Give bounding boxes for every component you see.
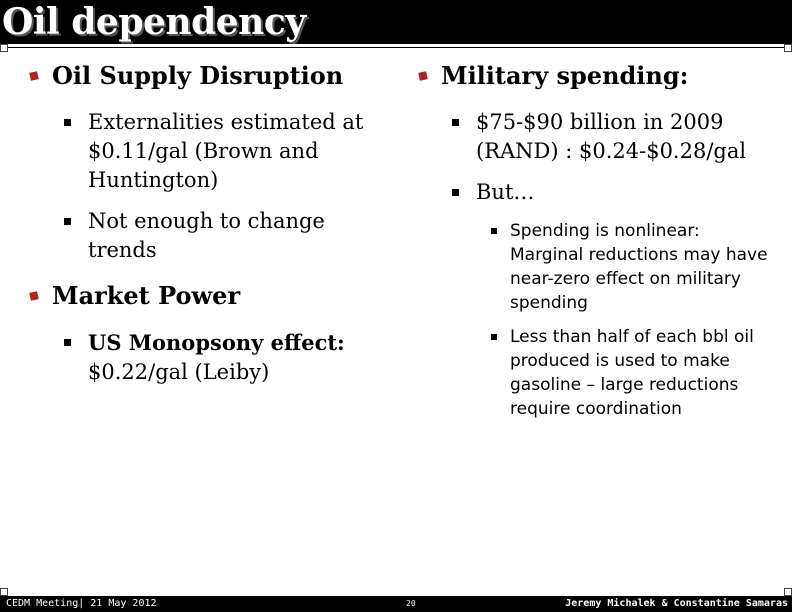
sub-bullet-marker-icon — [452, 189, 459, 196]
sub-sub-bullet-marker-icon — [491, 228, 497, 234]
sub-bullet-externalities — [88, 108, 378, 195]
sub-sub-bullet-text: Less than half of each bbl oil produced is used to make gasoline – large reductions require coordination — [510, 327, 754, 419]
sub-bullet-marker-icon — [64, 119, 71, 126]
sub-bullet-text: But… — [476, 180, 535, 204]
bullet-military-spending — [441, 61, 689, 91]
bullet-marker-icon — [29, 291, 38, 300]
sub-bullet-not-enough — [88, 207, 378, 265]
sub-bullet-rand-estimate — [476, 108, 776, 166]
bullet-market-power — [52, 281, 240, 311]
sub-bullet-text: Not enough to change trends — [88, 209, 325, 262]
footer-bar — [0, 596, 792, 612]
footer-meeting-date: CEDM Meeting| 21 May 2012 — [6, 598, 157, 609]
sub-bullet-monopsony — [88, 328, 388, 387]
bullet-heading: Military spending: — [441, 61, 689, 90]
sub-bullet-bold-text: US Monopsony effect: — [88, 330, 345, 355]
bullet-marker-icon — [418, 71, 427, 80]
sub-sub-bullet-gasoline — [510, 325, 772, 421]
sub-sub-bullet-marker-icon — [491, 334, 497, 340]
frame-corner-bottom-right — [784, 588, 792, 596]
sub-sub-bullet-text: Spending is nonlinear: Marginal reductions may have near-zero effect on military spending — [510, 221, 768, 313]
bullet-oil-supply-disruption — [52, 61, 343, 91]
sub-bullet-text: $75-$90 billion in 2009 (RAND) : $0.24-$0.28/gal — [476, 110, 747, 163]
frame-corner-top-left — [0, 44, 8, 52]
frame-corner-bottom-left — [0, 588, 8, 596]
sub-bullet-text: Externalities estimated at $0.11/gal (Brown and Huntington) — [88, 110, 364, 192]
sub-bullet-marker-icon — [64, 339, 71, 346]
bullet-marker-icon — [29, 71, 38, 80]
title-bar — [0, 0, 792, 44]
footer-authors: Jeremy Michalek & Constantine Samaras — [565, 598, 788, 609]
frame-line-top — [8, 47, 784, 48]
page-number: 20 — [406, 599, 416, 608]
sub-bullet-marker-icon — [64, 218, 71, 225]
sub-sub-bullet-nonlinear — [510, 219, 772, 315]
sub-bullet-marker-icon — [452, 119, 459, 126]
bullet-heading: Oil Supply Disruption — [52, 61, 344, 90]
bullet-heading: Market Power — [52, 281, 241, 310]
frame-corner-top-right — [784, 44, 792, 52]
sub-bullet-but — [476, 178, 776, 207]
sub-bullet-text: $0.22/gal (Leiby) — [88, 360, 270, 384]
slide-title: Oil dependency — [2, 1, 306, 43]
